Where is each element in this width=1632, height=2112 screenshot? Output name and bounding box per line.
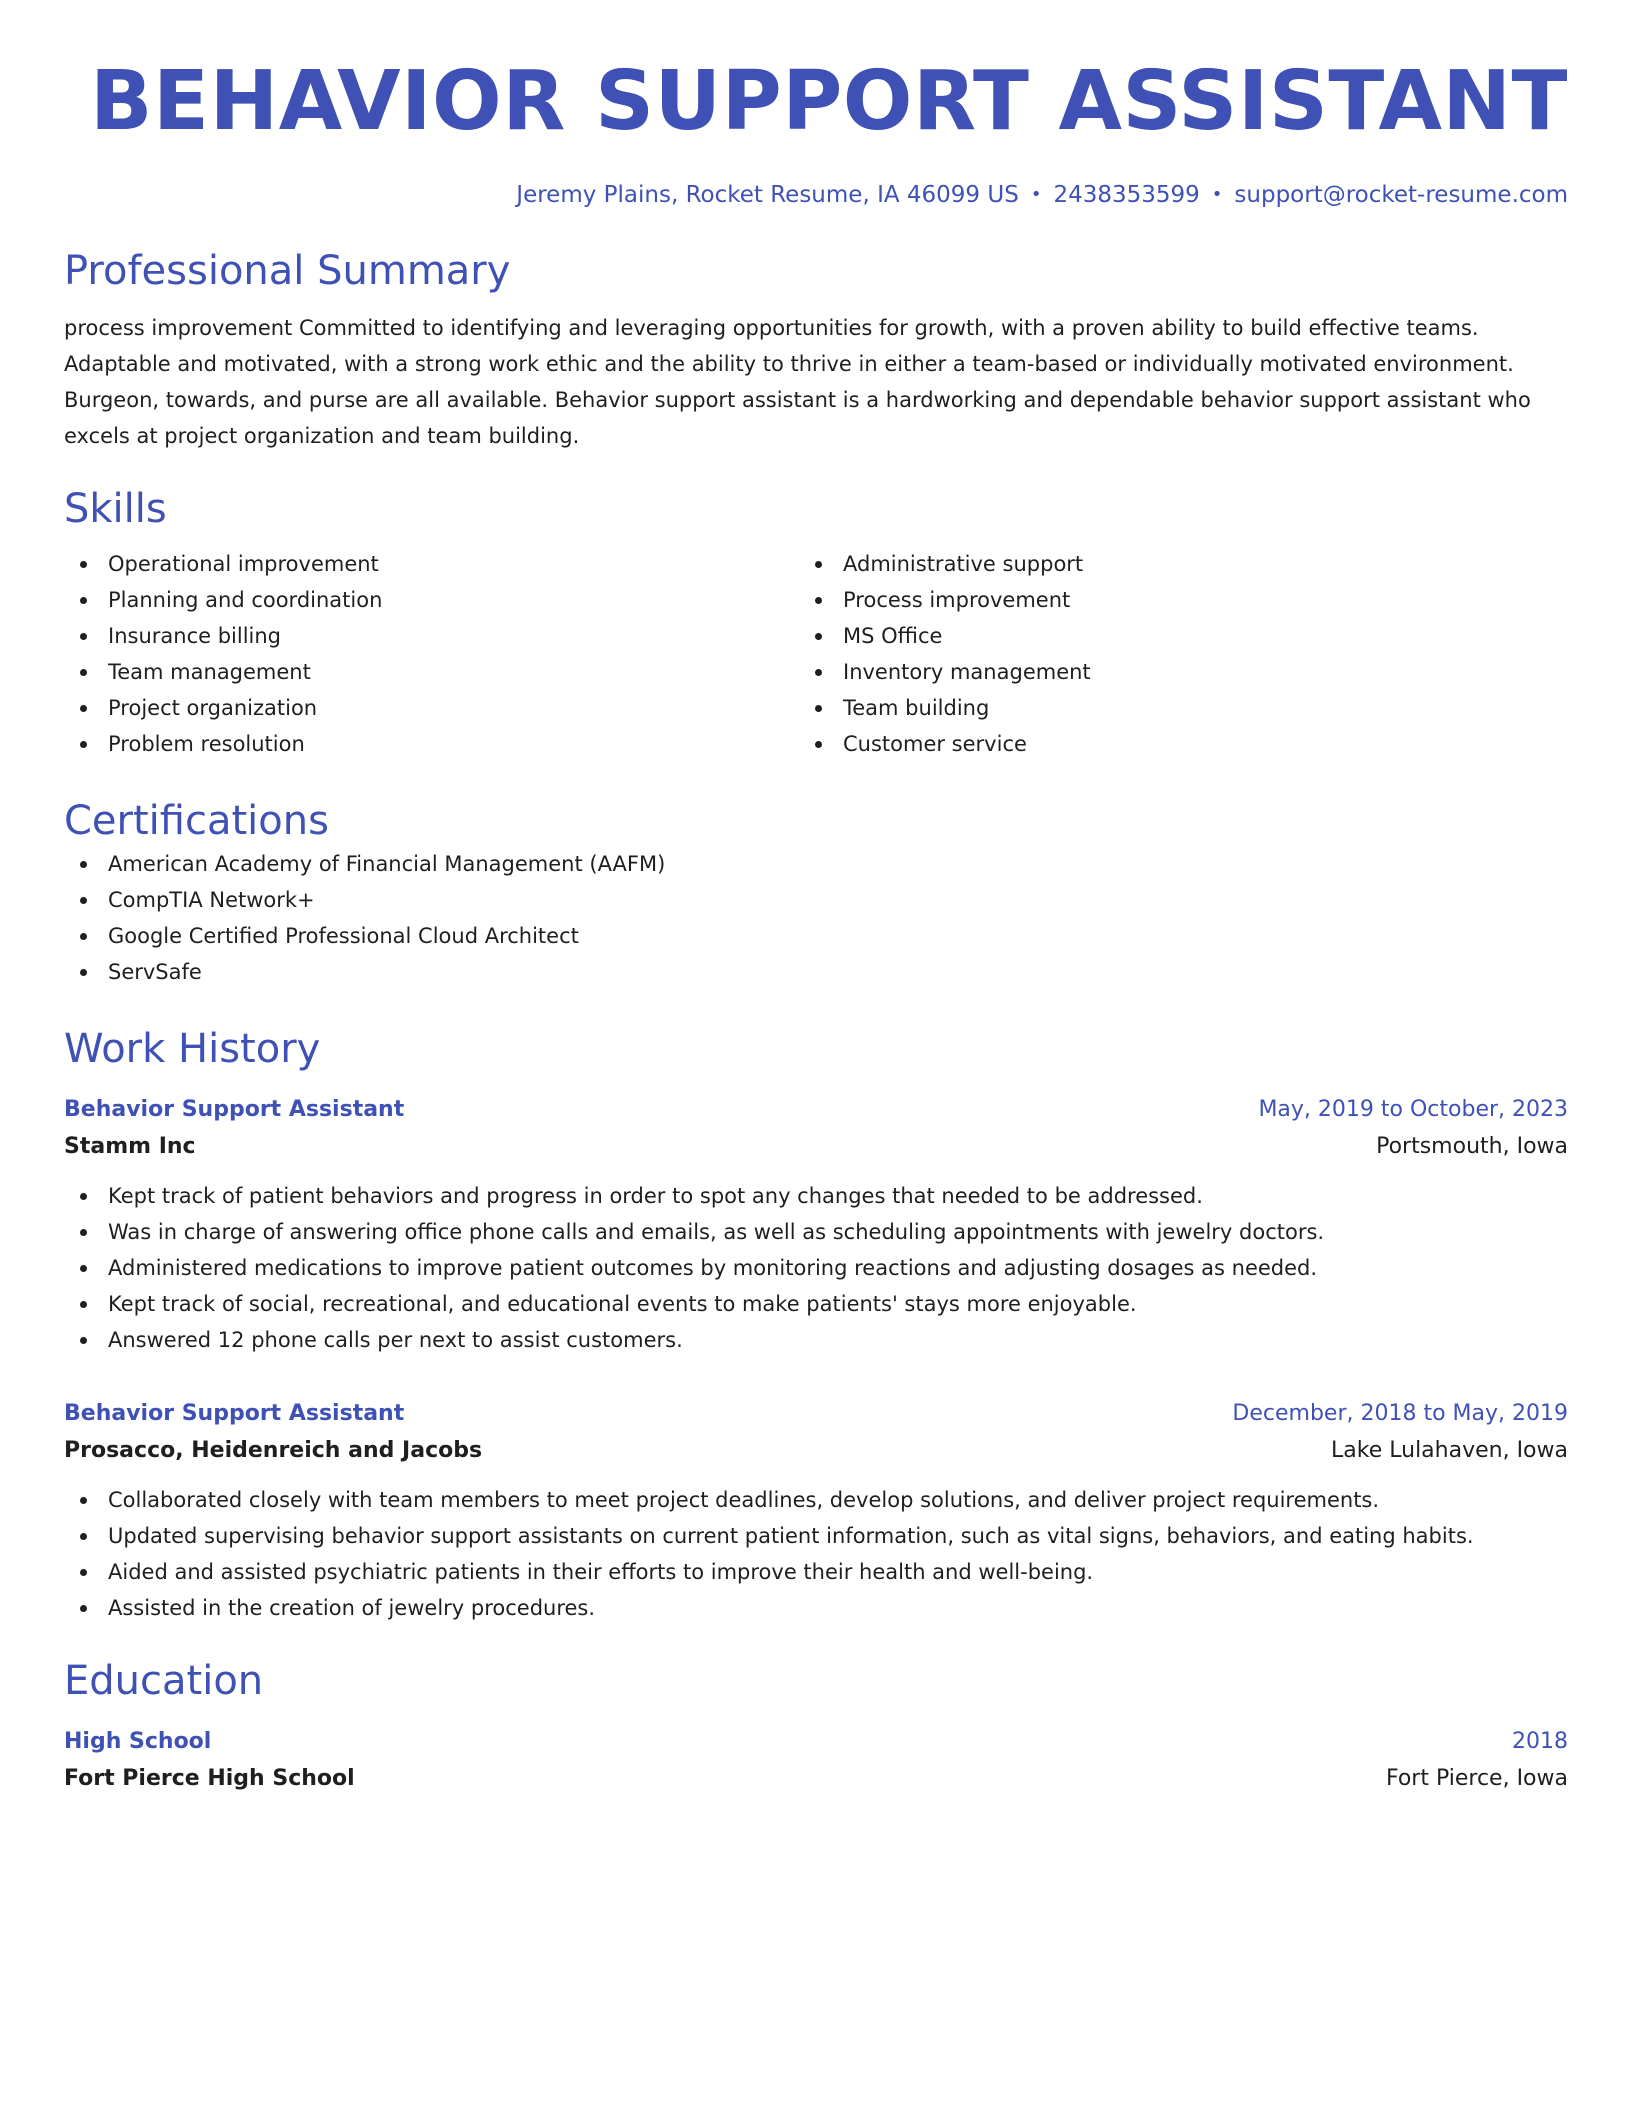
skill-item: Insurance billing xyxy=(64,618,799,654)
job-duty: Aided and assisted psychiatric patients in their efforts to improve their health and well-being. xyxy=(64,1554,1568,1590)
job-duty: Updated supervising behavior support assistants on current patient information, such as vital signs, behaviors, and eating habits. xyxy=(64,1518,1568,1554)
job-duty: Answered 12 phone calls per next to assist customers. xyxy=(64,1322,1568,1358)
education-entry xyxy=(64,1724,1568,1798)
work-history-heading: Work History xyxy=(64,1026,321,1072)
job-role: Behavior Support Assistant xyxy=(64,1401,405,1426)
skill-item: Inventory management xyxy=(799,654,1534,690)
job-role: Behavior Support Assistant xyxy=(64,1097,405,1122)
job-duty: Was in charge of answering office phone calls and emails, as well as scheduling appointments with jewelry doctors. xyxy=(64,1214,1568,1250)
certification-item: American Academy of Financial Management (AAFM) xyxy=(64,846,1568,882)
education-degree: High School xyxy=(64,1729,212,1754)
education-school: Fort Pierce High School xyxy=(64,1766,355,1791)
contact-separator: • xyxy=(1211,184,1223,205)
job-duty: Collaborated closely with team members to meet project deadlines, develop solutions, and deliver project requirements. xyxy=(64,1482,1568,1518)
skill-item: Administrative support xyxy=(799,546,1534,582)
skill-item: Customer service xyxy=(799,726,1534,762)
education-heading: Education xyxy=(64,1658,264,1704)
certifications-list xyxy=(64,846,1568,990)
skills-list xyxy=(64,546,1568,762)
certifications-heading: Certifications xyxy=(64,798,329,844)
job-dates: December, 2018 to May, 2019 xyxy=(1232,1401,1568,1426)
job-duty: Assisted in the creation of jewelry procedures. xyxy=(64,1590,1568,1626)
skill-item: Problem resolution xyxy=(64,726,799,762)
certification-item: CompTIA Network+ xyxy=(64,882,1568,918)
contact-line xyxy=(64,178,1568,212)
contact-address: Jeremy Plains, Rocket Resume, IA 46099 US xyxy=(516,182,1019,208)
education-location: Fort Pierce, Iowa xyxy=(1385,1766,1568,1791)
skills-column-right xyxy=(799,546,1534,762)
contact-phone[interactable]: 2438353599 xyxy=(1053,182,1200,208)
skill-item: Operational improvement xyxy=(64,546,799,582)
job-company: Stamm Inc xyxy=(64,1134,196,1159)
skill-item: Project organization xyxy=(64,690,799,726)
contact-email[interactable]: support@rocket-resume.com xyxy=(1234,182,1568,208)
skill-item: Process improvement xyxy=(799,582,1534,618)
job-location: Portsmouth, Iowa xyxy=(1376,1134,1568,1159)
contact-separator: • xyxy=(1030,184,1042,205)
job-dates: May, 2019 to October, 2023 xyxy=(1258,1097,1568,1122)
skill-item: Team building xyxy=(799,690,1534,726)
skill-item: MS Office xyxy=(799,618,1534,654)
skills-column-left xyxy=(64,546,799,762)
job-duty: Kept track of patient behaviors and progress in order to spot any changes that needed to be addressed. xyxy=(64,1178,1568,1214)
job-location: Lake Lulahaven, Iowa xyxy=(1331,1438,1568,1463)
job-entry xyxy=(64,1396,1568,1626)
job-duties xyxy=(64,1482,1568,1626)
job-company: Prosacco, Heidenreich and Jacobs xyxy=(64,1438,483,1463)
candidate-title: BEHAVIOR SUPPORT ASSISTANT xyxy=(90,54,1568,149)
job-duty: Administered medications to improve patient outcomes by monitoring reactions and adjusting dosages as needed. xyxy=(64,1250,1568,1286)
job-entry xyxy=(64,1092,1568,1358)
certification-item: Google Certified Professional Cloud Architect xyxy=(64,918,1568,954)
job-duty: Kept track of social, recreational, and educational events to make patients' stays more enjoyable. xyxy=(64,1286,1568,1322)
skill-item: Team management xyxy=(64,654,799,690)
summary-text: process improvement Committed to identifying and leveraging opportunities for growth, with a proven ability to build effective teams. Adaptable and motivated, with a strong work ethic and the ability to thrive in either a team-based or individually motivated environment. Burgeon, towards, and purse are all available. Behavior support assistant is a hardworking and dependable behavior support assistant who excels at project organization and team building. xyxy=(64,316,1531,448)
skill-item: Planning and coordination xyxy=(64,582,799,618)
skills-heading: Skills xyxy=(64,486,167,532)
certification-item: ServSafe xyxy=(64,954,1568,990)
summary-heading: Professional Summary xyxy=(64,248,511,294)
job-duties xyxy=(64,1178,1568,1358)
education-year: 2018 xyxy=(1512,1729,1568,1754)
